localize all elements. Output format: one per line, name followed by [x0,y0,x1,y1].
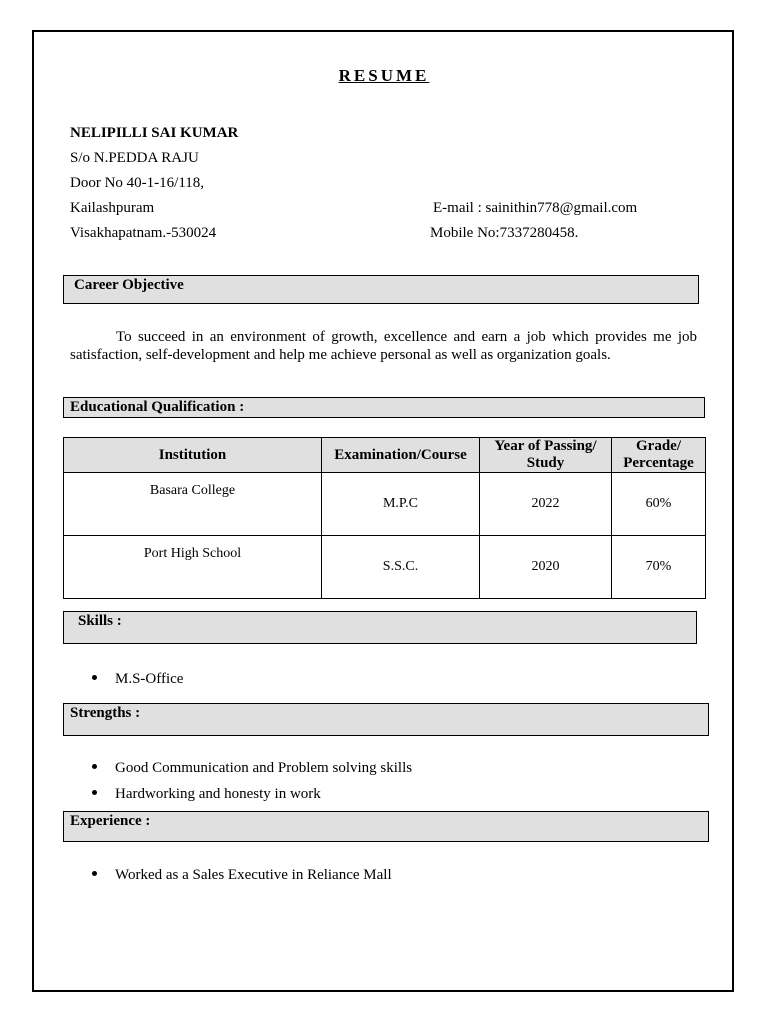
section-education-label: Educational Qualification : [70,399,245,415]
bullet-icon [92,871,97,876]
header-year: Year of Passing/ Study [480,438,612,473]
cell-grade: 60% [612,473,706,536]
cell-course: M.P.C [322,473,480,536]
cell-course: S.S.C. [322,536,480,599]
section-career-objective-label: Career Objective [74,277,184,293]
section-career-objective [63,275,699,304]
mobile-text: Mobile No:7337280458. [430,225,579,241]
header-institution: Institution [64,438,322,473]
section-skills [63,611,697,644]
strength-text: Hardworking and honesty in work [115,786,321,802]
experience-text: Worked as a Sales Executive in Reliance Mall [115,867,392,883]
section-strengths-label: Strengths : [70,705,141,721]
candidate-name: NELIPILLI SAI KUMAR [70,125,239,141]
cell-institution: Port High School [64,536,322,599]
address-line-1: Door No 40-1-16/118, [70,175,205,191]
header-examination: Examination/Course [322,438,480,473]
bullet-icon [92,675,97,680]
cell-year: 2020 [480,536,612,599]
resume-title: RESUME [338,66,430,85]
table-row [64,473,706,536]
list-item [92,760,412,777]
table-header-row [64,438,706,473]
section-strengths [63,703,709,736]
cell-year: 2022 [480,473,612,536]
section-skills-label: Skills : [78,613,122,629]
list-item [92,786,321,803]
address-line-3: Visakhapatnam.-530024 [70,225,217,241]
header-grade: Grade/ Percentage [612,438,706,473]
section-education [63,397,705,418]
cell-grade: 70% [612,536,706,599]
skill-text: M.S-Office [115,671,184,687]
education-table [63,437,706,599]
address-line-2: Kailashpuram [70,200,155,216]
list-item [92,671,183,688]
strength-text: Good Communication and Problem solving skills [115,760,413,776]
objective-text: To succeed in an environment of growth, excellence and earn a job which provides me job satisfaction, self-development and help me achieve personal as well as organization goals. [70,329,697,363]
table-row [64,536,706,599]
bullet-icon [92,790,97,795]
bullet-icon [92,764,97,769]
list-item [92,867,392,884]
father-name: S/o N.PEDDA RAJU [70,150,199,166]
section-experience-label: Experience : [70,813,151,829]
section-experience [63,811,709,842]
cell-institution: Basara College [64,473,322,536]
email-text: E-mail : sainithin778@gmail.com [433,200,638,216]
